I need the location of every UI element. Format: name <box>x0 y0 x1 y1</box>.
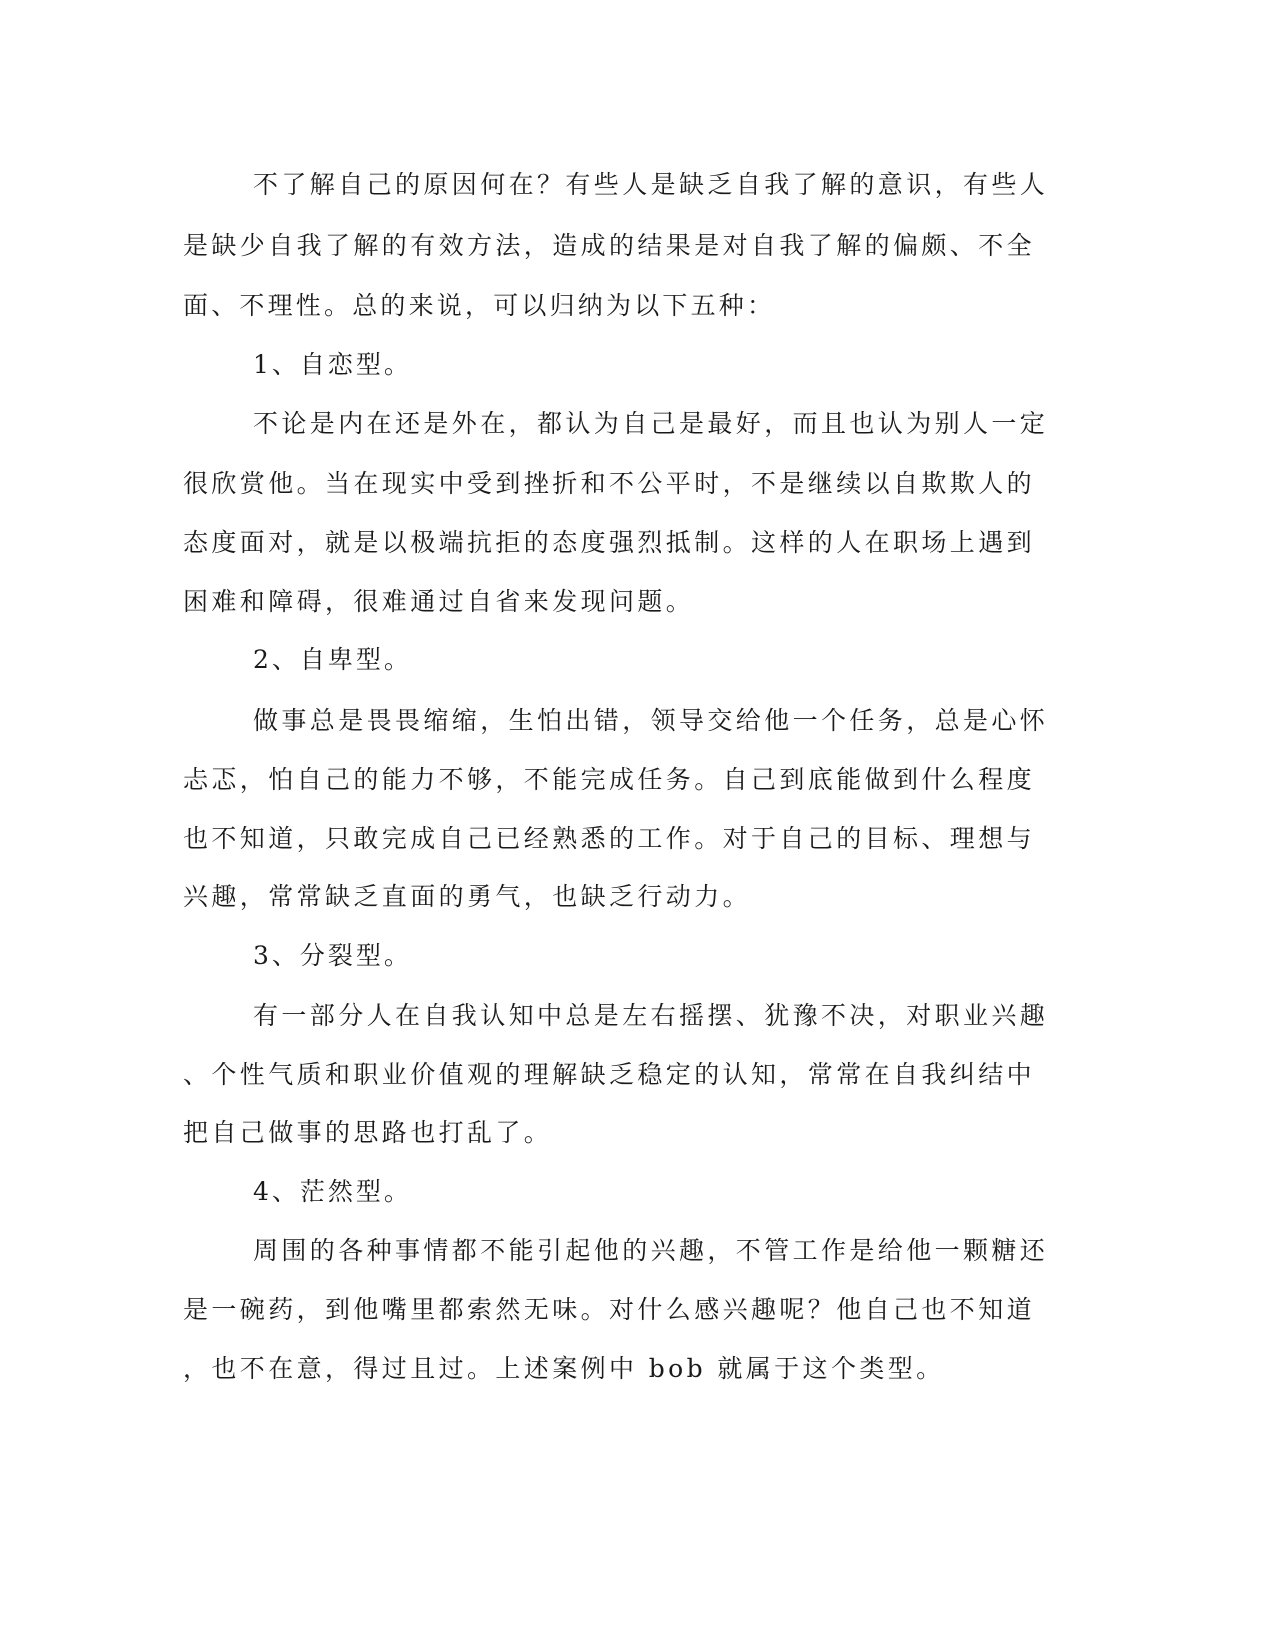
paragraph-3-line-3: 态度面对，就是以极端抗拒的态度强烈抵制。这样的人在职场上遇到 <box>183 528 1036 557</box>
heading-confused-type: 4、茫然型。 <box>253 1177 412 1206</box>
heading-narcissistic-type: 1、自恋型。 <box>253 350 412 379</box>
paragraph-3-line-4: 困难和障碍，很难通过自省来发现问题。 <box>183 587 695 616</box>
paragraph-7-line-3: 把自己做事的思路也打乱了。 <box>183 1118 553 1147</box>
paragraph-1-line-3: 面、不理性。总的来说，可以归纳为以下五种： <box>183 291 776 320</box>
paragraph-1-line-2: 是缺少自我了解的有效方法，造成的结果是对自我了解的偏颇、不全 <box>183 231 1036 260</box>
paragraph-9-line-3: ，也不在意，得过且过。上述案例中 bob 就属于这个类型。 <box>183 1354 945 1383</box>
paragraph-3-line-2: 很欣赏他。当在现实中受到挫折和不公平时，不是继续以自欺欺人的 <box>183 469 1036 498</box>
heading-inferiority-type: 2、自卑型。 <box>253 645 412 674</box>
paragraph-1-line-1: 不了解自己的原因何在？有些人是缺乏自我了解的意识，有些人 <box>253 170 1049 199</box>
paragraph-7-line-1: 有一部分人在自我认知中总是左右摇摆、犹豫不决，对职业兴趣 <box>253 1001 1049 1030</box>
paragraph-5-line-1: 做事总是畏畏缩缩，生怕出错，领导交给他一个任务，总是心怀 <box>253 706 1049 735</box>
paragraph-5-line-3: 也不知道，只敢完成自己已经熟悉的工作。对于自己的目标、理想与 <box>183 824 1036 853</box>
paragraph-5-line-4: 兴趣，常常缺乏直面的勇气，也缺乏行动力。 <box>183 882 752 911</box>
paragraph-3-line-1: 不论是内在还是外在，都认为自己是最好，而且也认为别人一定 <box>253 409 1049 438</box>
paragraph-9-line-1: 周围的各种事情都不能引起他的兴趣，不管工作是给他一颗糖还 <box>253 1236 1049 1265</box>
paragraph-7-line-2: 、个性气质和职业价值观的理解缺乏稳定的认知，常常在自我纠结中 <box>183 1060 1036 1089</box>
paragraph-5-line-2: 忐忑，怕自己的能力不够，不能完成任务。自己到底能做到什么程度 <box>183 765 1036 794</box>
paragraph-9-line-2: 是一碗药，到他嘴里都索然无味。对什么感兴趣呢？他自己也不知道 <box>183 1295 1036 1324</box>
heading-split-type: 3、分裂型。 <box>253 941 412 970</box>
